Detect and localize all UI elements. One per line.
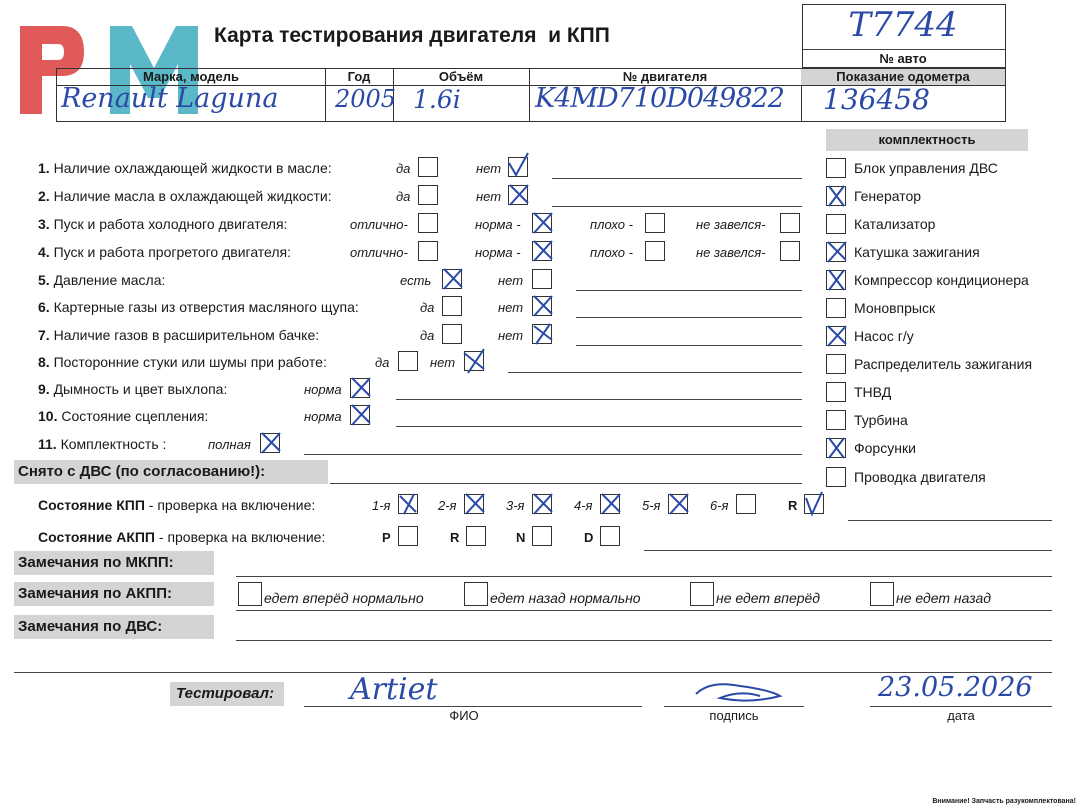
cross-mark-icon	[348, 374, 374, 402]
opt-label: не завелся-	[696, 245, 766, 260]
mode-label: D	[584, 530, 594, 545]
akpp-opt-checkbox[interactable]	[870, 582, 894, 606]
date-caption: дата	[947, 708, 975, 723]
comp-checkbox[interactable]	[826, 467, 846, 487]
mode-checkbox[interactable]	[398, 526, 418, 546]
comp-label: Катализатор	[854, 216, 936, 232]
cross-mark-icon	[530, 320, 556, 348]
opt-checkbox[interactable]	[645, 213, 665, 233]
opt-label: отлично-	[350, 217, 408, 232]
check-row: 3. Пуск и работа холодного двигателя:	[38, 216, 288, 232]
comp-checkbox[interactable]	[826, 242, 846, 262]
car-number-box	[802, 4, 1006, 68]
name-caption: ФИО	[449, 708, 479, 723]
vehicle-volume: 1.6i	[413, 85, 461, 114]
mode-label: P	[382, 530, 391, 545]
opt-label: да	[375, 355, 390, 370]
akpp-opt-label: не едет вперёд	[716, 590, 821, 606]
opt-checkbox[interactable]	[442, 324, 462, 344]
gear-label: 3-я	[506, 498, 525, 513]
gear-label: R	[788, 498, 798, 513]
comp-label: Насос г/у	[854, 328, 914, 344]
mode-checkbox[interactable]	[466, 526, 486, 546]
comp-checkbox[interactable]	[826, 438, 846, 458]
opt-label: нет	[498, 273, 524, 288]
opt-checkbox[interactable]	[398, 351, 418, 371]
opt-label: плохо -	[590, 245, 633, 260]
opt-checkbox[interactable]	[780, 241, 800, 261]
vehicle-year: 2005	[335, 85, 397, 113]
comp-checkbox[interactable]	[826, 354, 846, 374]
gear-checkbox[interactable]	[736, 494, 756, 514]
opt-label: да	[396, 161, 411, 176]
check-mark-icon	[506, 153, 532, 181]
opt-label: да	[420, 328, 435, 343]
opt-checkbox[interactable]	[350, 378, 370, 398]
cross-mark-icon	[348, 401, 374, 429]
comp-label: Моновпрыск	[854, 300, 936, 316]
mode-label: R	[450, 530, 460, 545]
remarks-dvs-title: Замечания по ДВС:	[14, 615, 214, 639]
check-row: 9. Дымность и цвет выхлопа:	[38, 381, 228, 397]
opt-label: да	[420, 300, 435, 315]
col-year-header: Год	[347, 69, 371, 84]
opt-checkbox[interactable]	[532, 324, 552, 344]
gear-label: 6-я	[710, 498, 729, 513]
check-row: 2. Наличие масла в охлаждающей жидкости:	[38, 188, 332, 204]
test-date: 23.05.2026	[878, 672, 1033, 703]
gear-label: 5-я	[642, 498, 661, 513]
opt-label: нет	[430, 355, 456, 370]
remarks-mkpp-title: Замечания по МКПП:	[14, 551, 214, 575]
tester-name: Artiet	[350, 672, 438, 707]
removed-section-title: Снято с ДВС (по согласованию!):	[14, 460, 328, 484]
opt-label: норма -	[475, 217, 521, 232]
cross-mark-icon	[530, 490, 556, 518]
check-row: 8. Посторонние стуки или шумы при работе:	[38, 354, 327, 370]
comp-label: Генератор	[854, 188, 922, 204]
comp-label: Компрессор кондиционера	[854, 272, 1029, 288]
comp-checkbox[interactable]	[826, 214, 846, 234]
comp-checkbox[interactable]	[826, 382, 846, 402]
header-table	[56, 68, 1006, 122]
comp-label: Проводка двигателя	[854, 469, 986, 485]
opt-checkbox[interactable]	[418, 185, 438, 205]
cross-mark-icon	[824, 182, 850, 210]
comp-label: Блок управления ДВС	[854, 160, 998, 176]
comp-checkbox[interactable]	[826, 270, 846, 290]
opt-label: да	[396, 189, 411, 204]
cross-mark-icon	[824, 434, 850, 462]
cross-mark-icon	[506, 181, 532, 209]
opt-label: норма -	[475, 245, 521, 260]
cross-mark-icon	[530, 237, 556, 265]
comp-label: Катушка зажигания	[854, 244, 980, 260]
comp-checkbox[interactable]	[826, 186, 846, 206]
opt-label: плохо -	[590, 217, 633, 232]
opt-checkbox[interactable]	[645, 241, 665, 261]
cross-mark-icon	[462, 490, 488, 518]
opt-checkbox[interactable]	[442, 269, 462, 289]
gear-checkbox[interactable]	[398, 494, 418, 514]
opt-checkbox[interactable]	[532, 213, 552, 233]
comp-label: Распределитель зажигания	[854, 356, 1033, 372]
cross-mark-icon	[462, 347, 488, 375]
vehicle-odometer: 136458	[823, 83, 930, 116]
cross-mark-icon	[258, 429, 284, 457]
signature-icon	[690, 676, 790, 706]
cross-mark-icon	[824, 238, 850, 266]
opt-checkbox[interactable]	[418, 157, 438, 177]
akpp-opt-checkbox[interactable]	[238, 582, 262, 606]
opt-checkbox[interactable]	[532, 269, 552, 289]
gear-checkbox[interactable]	[804, 494, 824, 514]
cross-mark-icon	[440, 265, 466, 293]
opt-label: норма	[304, 409, 342, 424]
akpp-opt-label: едет назад нормально	[490, 590, 641, 606]
remarks-akpp-title: Замечания по АКПП:	[14, 582, 214, 606]
opt-checkbox[interactable]	[350, 405, 370, 425]
form-title: Карта тестирования двигателя и КПП	[214, 24, 610, 47]
check-row: 10. Состояние сцепления:	[38, 408, 209, 424]
opt-checkbox[interactable]	[442, 296, 462, 316]
opt-checkbox[interactable]	[532, 296, 552, 316]
gear-checkbox[interactable]	[532, 494, 552, 514]
footer-note: Внимание! Запчасть разукомплектована!	[932, 798, 1076, 805]
opt-label: нет	[498, 328, 524, 343]
opt-checkbox[interactable]	[780, 213, 800, 233]
opt-checkbox[interactable]	[464, 351, 484, 371]
opt-label: нет	[476, 161, 502, 176]
check-mark-icon	[802, 490, 828, 518]
col-odometer-header: Показание одометра	[801, 69, 1005, 85]
cross-mark-icon	[824, 266, 850, 294]
comp-label: ТНВД	[854, 384, 892, 400]
col-volume-header: Объём	[438, 69, 484, 84]
opt-checkbox[interactable]	[532, 241, 552, 261]
check-row: 6. Картерные газы из отверстия масляного щупа:	[38, 299, 359, 315]
gear-checkbox[interactable]	[464, 494, 484, 514]
opt-checkbox[interactable]	[418, 241, 438, 261]
col-engine-header: № двигателя	[622, 69, 708, 84]
akpp-opt-label: едет вперёд нормально	[264, 590, 424, 606]
cross-mark-icon	[530, 209, 556, 237]
check-row: 1. Наличие охлаждающей жидкости в масле:	[38, 160, 332, 176]
kpp-label: Состояние КПП - проверка на включение:	[38, 497, 316, 513]
car-number-caption: № авто	[879, 51, 927, 66]
cross-mark-icon	[824, 322, 850, 350]
col-brand-header: Марка, модель	[142, 69, 240, 84]
opt-label: полная	[208, 437, 251, 452]
comp-label: Форсунки	[854, 440, 916, 456]
akpp-opt-checkbox[interactable]	[690, 582, 714, 606]
mode-checkbox[interactable]	[600, 526, 620, 546]
opt-checkbox[interactable]	[508, 157, 528, 177]
check-row: 7. Наличие газов в расширительном бачке:	[38, 327, 320, 343]
mode-label: N	[516, 530, 526, 545]
gear-checkbox[interactable]	[600, 494, 620, 514]
opt-label: есть	[400, 273, 432, 288]
comp-checkbox[interactable]	[826, 158, 846, 178]
comp-checkbox[interactable]	[826, 298, 846, 318]
cross-mark-icon	[598, 490, 624, 518]
gear-label: 1-я	[372, 498, 391, 513]
cross-mark-icon	[530, 292, 556, 320]
comp-checkbox[interactable]	[826, 410, 846, 430]
opt-checkbox[interactable]	[508, 185, 528, 205]
comp-checkbox[interactable]	[826, 326, 846, 346]
comp-label: Турбина	[854, 412, 908, 428]
gear-label: 2-я	[438, 498, 457, 513]
opt-label: нет	[498, 300, 524, 315]
opt-label: нет	[476, 189, 502, 204]
akpp-label: Состояние АКПП - проверка на включение:	[38, 529, 326, 545]
akpp-opt-label: не едет назад	[896, 590, 991, 606]
vehicle-engine-no: K4MD710D049822	[535, 83, 784, 114]
tested-by-label: Тестировал:	[170, 682, 284, 706]
opt-label: отлично-	[350, 245, 408, 260]
opt-label: норма	[304, 382, 342, 397]
check-row: 4. Пуск и работа прогретого двигателя:	[38, 244, 292, 260]
opt-checkbox[interactable]	[418, 213, 438, 233]
car-number-value: T7744	[848, 5, 958, 45]
cross-mark-icon	[396, 490, 422, 518]
gear-checkbox[interactable]	[668, 494, 688, 514]
akpp-opt-checkbox[interactable]	[464, 582, 488, 606]
check-row: 11. Комплектность :	[38, 436, 167, 452]
completeness-title: комплектность	[826, 129, 1028, 151]
cross-mark-icon	[666, 490, 692, 518]
check-row: 5. Давление масла:	[38, 272, 166, 288]
mode-checkbox[interactable]	[532, 526, 552, 546]
opt-label: не завелся-	[696, 217, 766, 232]
opt-checkbox[interactable]	[260, 433, 280, 453]
vehicle-brand: Renault Laguna	[61, 83, 279, 114]
gear-label: 4-я	[574, 498, 593, 513]
sign-caption: подпись	[709, 708, 759, 723]
